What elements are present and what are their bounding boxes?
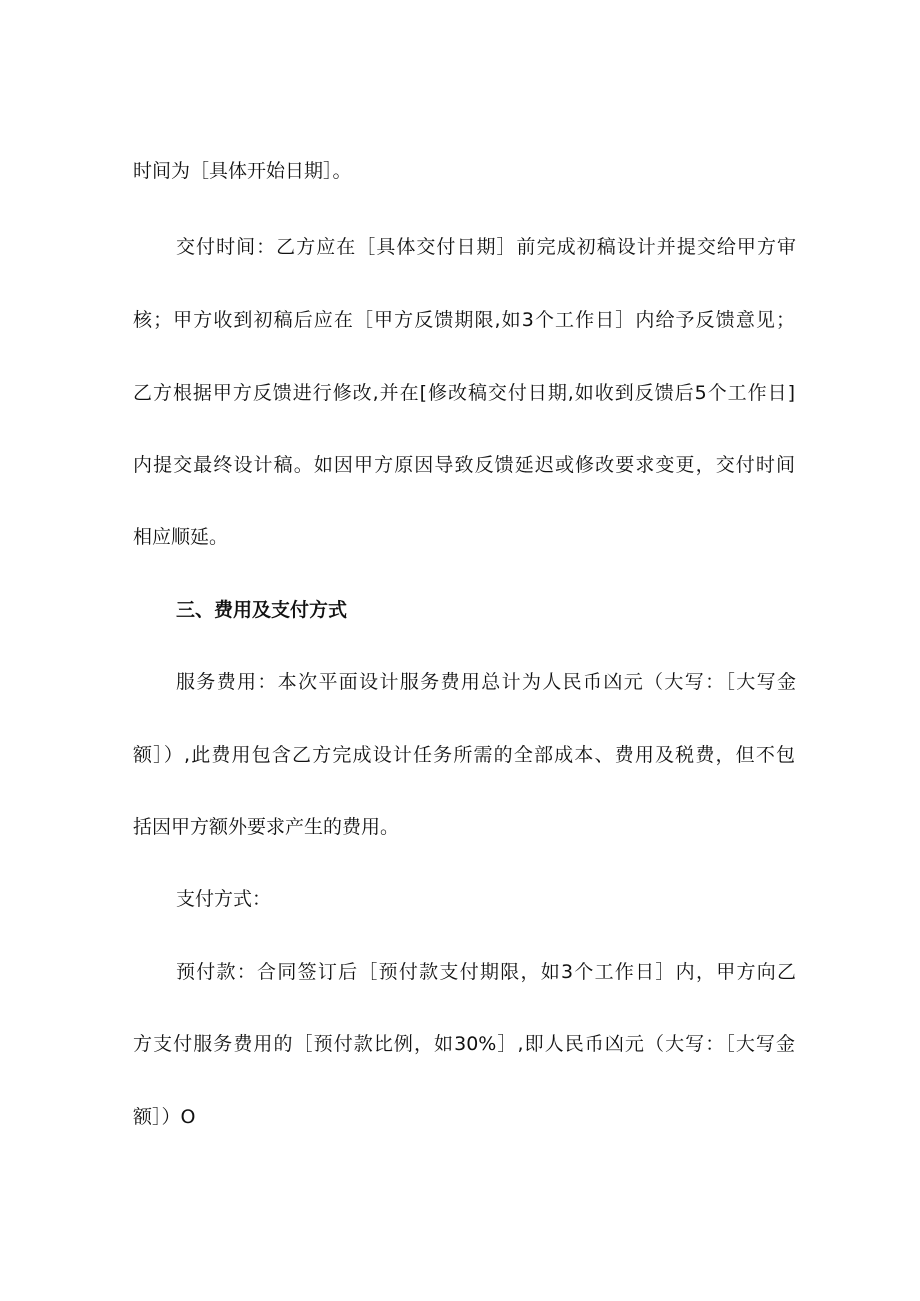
text-line-fee-excludes: 括因甲方额外要求产生的费用。 [133, 816, 400, 838]
text-line-fee-includes: 额］）,此费用包含乙方完成设计任务所需的全部成本、费用及税费，但不包 [133, 744, 795, 766]
text-line-feedback: 核；甲方收到初稿后应在［甲方反馈期限,如3个工作日］内给予反馈意见； [133, 309, 795, 331]
text-line-final-draft: 内提交最终设计稿。如因甲方原因导致反馈延迟或修改要求变更，交付时间 [133, 454, 795, 476]
text-line-amount: 额］）O [133, 1106, 196, 1128]
text-line-prepayment-ratio: 方支付服务费用的［预付款比例，如30%］,即人民币凶元（大写：［大写金 [133, 1033, 795, 1055]
section-heading-fees: 三、费用及支付方式 [176, 599, 348, 621]
text-line-service-fee: 服务费用：本次平面设计服务费用总计为人民币凶元（大写：［大写金 [176, 671, 796, 693]
text-line-payment-method: 支付方式： [176, 888, 272, 910]
text-line-prepayment: 预付款：合同签订后［预付款支付期限，如3个工作日］内，甲方向乙 [176, 961, 796, 983]
text-line-delivery-time: 交付时间：乙方应在［具体交付日期］前完成初稿设计并提交给甲方审 [176, 236, 796, 258]
text-line-start-date: 时间为［具体开始日期］。 [133, 160, 352, 182]
text-line-revision: 乙方根据甲方反馈进行修改,并在[修改稿交付日期,如收到反馈后5个工作日] [133, 382, 795, 404]
text-line-postpone: 相应顺延。 [133, 526, 229, 548]
